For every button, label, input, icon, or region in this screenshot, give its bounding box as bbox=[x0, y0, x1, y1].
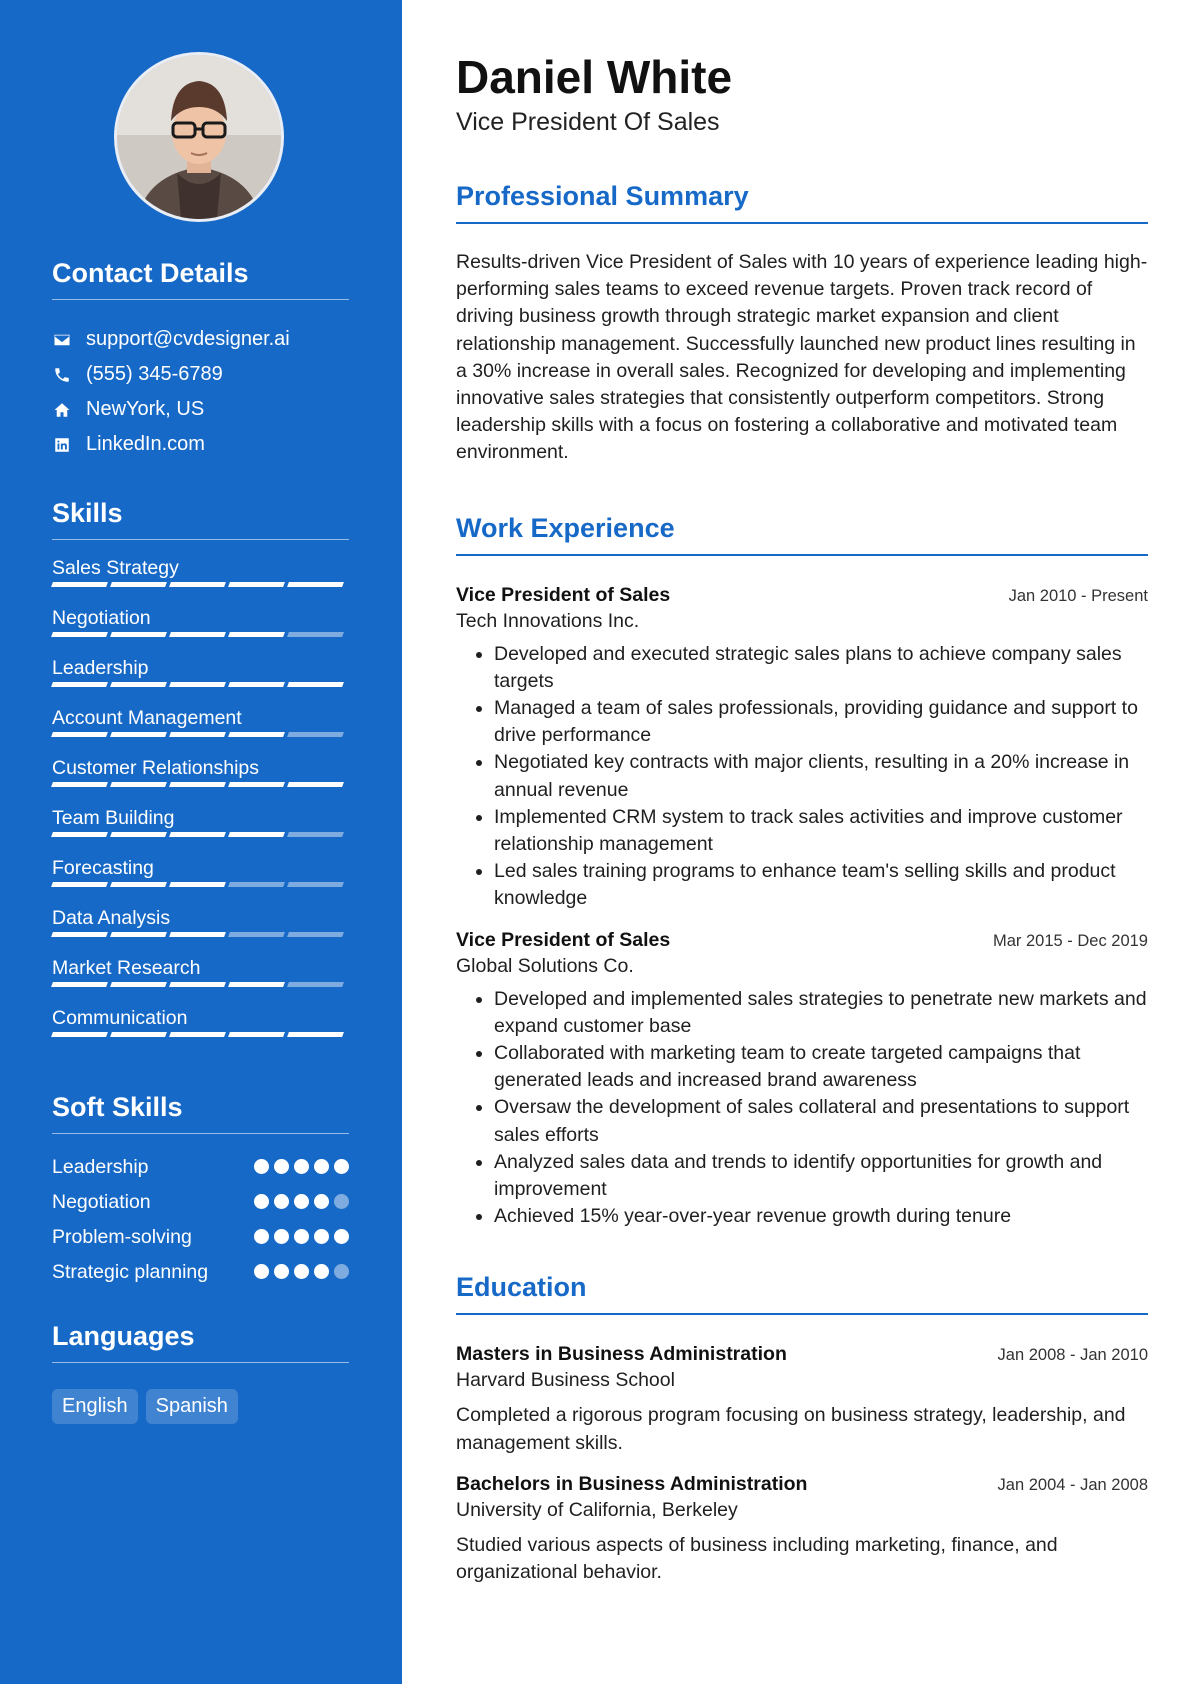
work-experience-section bbox=[456, 513, 1148, 1231]
job-entry bbox=[456, 929, 1148, 1231]
skill-item bbox=[52, 756, 350, 806]
education-heading: Education bbox=[456, 1272, 1148, 1315]
skill-level-segment-filled bbox=[228, 582, 285, 587]
skill-name: Team Building bbox=[52, 807, 175, 829]
skill-name: Forecasting bbox=[52, 857, 154, 879]
education-dates: Jan 2004 - Jan 2008 bbox=[997, 1475, 1148, 1494]
skill-level-segment-filled bbox=[110, 932, 167, 937]
contact-email[interactable] bbox=[52, 322, 350, 357]
phone-icon bbox=[52, 365, 72, 385]
soft-skill-name: Strategic planning bbox=[52, 1261, 209, 1283]
skill-item bbox=[52, 606, 350, 656]
skill-level-segment-empty bbox=[287, 982, 344, 987]
rating-dot-filled bbox=[294, 1194, 309, 1209]
rating-dot-filled bbox=[314, 1159, 329, 1174]
education-header bbox=[456, 1473, 1148, 1496]
soft-skill-item bbox=[52, 1189, 349, 1215]
rating-dot-filled bbox=[274, 1229, 289, 1244]
education-entry bbox=[456, 1473, 1148, 1586]
skill-level-segment-filled bbox=[228, 982, 285, 987]
job-bullet: • Achieved 15% year-over-year revenue growth during tenure bbox=[494, 1203, 1148, 1230]
education-entry bbox=[456, 1343, 1148, 1456]
soft-skill-name: Negotiation bbox=[52, 1191, 151, 1213]
skill-level-bar bbox=[52, 882, 350, 887]
soft-skill-rating bbox=[254, 1189, 349, 1209]
job-bullet: • Implemented CRM system to track sales activities and improve customer relationship management bbox=[494, 804, 1148, 858]
profile-photo bbox=[114, 52, 284, 222]
rating-dot-filled bbox=[254, 1229, 269, 1244]
skill-level-segment-filled bbox=[110, 632, 167, 637]
education-dates: Jan 2008 - Jan 2010 bbox=[997, 1346, 1148, 1365]
skill-level-segment-filled bbox=[51, 782, 108, 787]
skill-level-segment-filled bbox=[51, 1032, 108, 1037]
skill-level-bar bbox=[52, 682, 350, 687]
job-bullet: • Oversaw the development of sales collateral and presentations to support sales efforts bbox=[494, 1094, 1148, 1148]
skill-level-bar bbox=[52, 582, 350, 587]
skill-item bbox=[52, 906, 350, 956]
job-header bbox=[456, 929, 1148, 952]
skill-item bbox=[52, 806, 350, 856]
rating-dot-empty bbox=[334, 1194, 349, 1209]
rating-dot-filled bbox=[254, 1194, 269, 1209]
skill-level-segment-filled bbox=[287, 682, 344, 687]
skill-item bbox=[52, 956, 350, 1006]
skill-level-segment-filled bbox=[169, 782, 226, 787]
soft-skill-name: Problem-solving bbox=[52, 1226, 192, 1248]
soft-skill-name: Leadership bbox=[52, 1156, 149, 1178]
contact-heading: Contact Details bbox=[52, 258, 349, 300]
education-header bbox=[456, 1343, 1148, 1366]
contact-linkedin[interactable] bbox=[52, 427, 350, 462]
job-bullet: • Developed and implemented sales strategies to penetrate new markets and expand customer base bbox=[494, 986, 1148, 1040]
soft-skill-list bbox=[52, 1134, 350, 1285]
contact-location bbox=[52, 392, 350, 427]
home-icon bbox=[52, 400, 72, 420]
skill-level-segment-filled bbox=[169, 582, 226, 587]
contact-section bbox=[52, 258, 350, 462]
job-company: Tech Innovations Inc. bbox=[456, 609, 640, 632]
skill-item bbox=[52, 856, 350, 906]
skill-level-segment-filled bbox=[169, 732, 226, 737]
soft-skills-section bbox=[52, 1092, 350, 1285]
skill-name: Data Analysis bbox=[52, 907, 171, 929]
skill-level-segment-filled bbox=[51, 882, 108, 887]
main-content bbox=[402, 0, 1200, 1684]
profile-photo-wrapper bbox=[48, 52, 350, 222]
skill-level-segment-filled bbox=[110, 582, 167, 587]
skill-level-segment-filled bbox=[169, 832, 226, 837]
rating-dot-empty bbox=[334, 1264, 349, 1279]
skill-level-segment-filled bbox=[51, 982, 108, 987]
education-school: University of California, Berkeley bbox=[456, 1498, 738, 1521]
job-bullet: • Developed and executed strategic sales plans to achieve company sales targets bbox=[494, 641, 1148, 695]
skill-level-segment-filled bbox=[110, 782, 167, 787]
skill-level-segment-filled bbox=[169, 932, 226, 937]
rating-dot-filled bbox=[274, 1264, 289, 1279]
skill-name: Market Research bbox=[52, 957, 201, 979]
skill-list bbox=[52, 540, 350, 1056]
skill-level-bar bbox=[52, 1032, 350, 1037]
summary-section bbox=[456, 181, 1148, 467]
job-bullet: • Negotiated key contracts with major clients, resulting in a 20% increase in annual revenue bbox=[494, 749, 1148, 803]
job-bullet: • Collaborated with marketing team to create targeted campaigns that generated leads and increased brand awareness bbox=[494, 1040, 1148, 1094]
job-dates: Mar 2015 - Dec 2019 bbox=[992, 931, 1148, 950]
rating-dot-filled bbox=[294, 1229, 309, 1244]
skill-level-segment-empty bbox=[287, 932, 344, 937]
skill-level-segment-filled bbox=[110, 982, 167, 987]
skill-level-segment-filled bbox=[51, 932, 108, 937]
skill-level-segment-filled bbox=[287, 1032, 344, 1037]
language-list bbox=[52, 1363, 350, 1424]
skill-level-segment-filled bbox=[228, 632, 285, 637]
rating-dot-filled bbox=[294, 1159, 309, 1174]
languages-heading: Languages bbox=[52, 1321, 349, 1363]
soft-skill-rating bbox=[254, 1154, 349, 1174]
rating-dot-filled bbox=[254, 1264, 269, 1279]
contact-location-text: NewYork, US bbox=[86, 398, 205, 420]
summary-heading: Professional Summary bbox=[456, 181, 1148, 224]
skill-level-segment-filled bbox=[169, 982, 226, 987]
education-description: Completed a rigorous program focusing on business strategy, leadership, and management skills. bbox=[456, 1404, 1126, 1454]
job-bullet: • Analyzed sales data and trends to identify opportunities for growth and improvement bbox=[494, 1149, 1148, 1203]
contact-list bbox=[52, 300, 350, 462]
language-chip: English bbox=[52, 1389, 138, 1424]
profile-photo-image bbox=[117, 55, 281, 219]
skill-level-segment-filled bbox=[169, 882, 226, 887]
job-bullet: • Led sales training programs to enhance team's selling skills and product knowledge bbox=[494, 858, 1148, 912]
rating-dot-filled bbox=[294, 1264, 309, 1279]
skill-level-segment-empty bbox=[287, 882, 344, 887]
soft-skill-item bbox=[52, 1259, 349, 1285]
skill-level-bar bbox=[52, 782, 350, 787]
skill-item bbox=[52, 556, 350, 606]
skill-name: Negotiation bbox=[52, 607, 151, 629]
rating-dot-filled bbox=[254, 1159, 269, 1174]
rating-dot-filled bbox=[314, 1194, 329, 1209]
skills-section bbox=[52, 498, 350, 1056]
skill-level-segment-filled bbox=[228, 782, 285, 787]
skill-level-segment-filled bbox=[287, 782, 344, 787]
skill-level-bar bbox=[52, 632, 350, 637]
skill-level-segment-empty bbox=[228, 882, 285, 887]
language-chip: Spanish bbox=[146, 1389, 238, 1424]
job-entry bbox=[456, 584, 1148, 913]
skill-level-segment-filled bbox=[287, 582, 344, 587]
work-experience-heading: Work Experience bbox=[456, 513, 1148, 556]
skills-heading: Skills bbox=[52, 498, 349, 540]
skill-level-segment-filled bbox=[51, 632, 108, 637]
job-company: Global Solutions Co. bbox=[456, 954, 634, 977]
skill-name: Leadership bbox=[52, 657, 149, 679]
skill-level-segment-filled bbox=[169, 682, 226, 687]
job-title: Vice President of Sales bbox=[456, 928, 671, 951]
education-degree: Masters in Business Administration bbox=[456, 1343, 787, 1366]
skill-level-segment-filled bbox=[110, 832, 167, 837]
skill-level-segment-filled bbox=[228, 1032, 285, 1037]
candidate-title: Vice President Of Sales bbox=[456, 108, 720, 136]
linkedin-icon bbox=[52, 435, 72, 455]
skill-level-segment-empty bbox=[287, 732, 344, 737]
rating-dot-filled bbox=[314, 1264, 329, 1279]
contact-email-text: support@cvdesigner.ai bbox=[86, 328, 290, 350]
skill-name: Account Management bbox=[52, 707, 242, 729]
skill-level-segment-empty bbox=[287, 832, 344, 837]
job-title: Vice President of Sales bbox=[456, 583, 671, 606]
skill-level-bar bbox=[52, 832, 350, 837]
education-degree: Bachelors in Business Administration bbox=[456, 1472, 808, 1495]
sidebar bbox=[0, 0, 402, 1684]
rating-dot-filled bbox=[274, 1194, 289, 1209]
skill-item bbox=[52, 706, 350, 756]
skill-item bbox=[52, 1006, 350, 1056]
soft-skill-rating bbox=[254, 1224, 349, 1244]
skill-level-segment-filled bbox=[51, 732, 108, 737]
skill-level-segment-filled bbox=[51, 582, 108, 587]
job-bullet: • Managed a team of sales professionals, providing guidance and support to drive performance bbox=[494, 695, 1148, 749]
skill-name: Customer Relationships bbox=[52, 757, 260, 779]
skill-level-segment-filled bbox=[110, 1032, 167, 1037]
skill-level-bar bbox=[52, 932, 350, 937]
skill-level-segment-filled bbox=[169, 632, 226, 637]
skill-level-segment-filled bbox=[51, 682, 108, 687]
skill-level-segment-empty bbox=[228, 932, 285, 937]
candidate-name: Daniel White bbox=[456, 51, 733, 103]
skill-level-segment-filled bbox=[51, 832, 108, 837]
envelope-icon bbox=[52, 330, 72, 350]
languages-section bbox=[52, 1321, 350, 1424]
skill-item bbox=[52, 656, 350, 706]
education-description: Studied various aspects of business including marketing, finance, and organizational behavior. bbox=[456, 1533, 1058, 1584]
rating-dot-filled bbox=[274, 1159, 289, 1174]
education-section bbox=[456, 1272, 1148, 1586]
rating-dot-filled bbox=[314, 1229, 329, 1244]
contact-phone-text: (555) 345-6789 bbox=[86, 363, 223, 385]
job-bullets bbox=[456, 641, 1148, 913]
rating-dot-filled bbox=[334, 1159, 349, 1174]
contact-phone[interactable] bbox=[52, 357, 350, 392]
rating-dot-filled bbox=[334, 1229, 349, 1244]
contact-linkedin-text: LinkedIn.com bbox=[86, 433, 205, 455]
job-bullets bbox=[456, 986, 1148, 1231]
skill-level-bar bbox=[52, 982, 350, 987]
summary-text: Results-driven Vice President of Sales with 10 years of experience leading high-performing sales teams to exceed revenue targets. Proven track record of driving business growth through strategic market expansion and client relationship management. Successfully launched new product lines resulting in a 30% increase in overall sales. Recognized for developing and implementing innovative sales strategies that consistently outperform competitors. Strong leadership skills with a focus on fostering a collaborative and motivated team environment. bbox=[456, 251, 1148, 464]
skill-level-segment-filled bbox=[110, 732, 167, 737]
skill-name: Communication bbox=[52, 1007, 188, 1029]
skill-level-segment-empty bbox=[287, 632, 344, 637]
skill-level-segment-filled bbox=[228, 682, 285, 687]
job-dates: Jan 2010 - Present bbox=[1008, 586, 1148, 605]
skill-level-bar bbox=[52, 732, 350, 737]
skill-level-segment-filled bbox=[228, 732, 285, 737]
skill-level-segment-filled bbox=[228, 832, 285, 837]
soft-skill-item bbox=[52, 1154, 349, 1180]
skill-level-segment-filled bbox=[110, 882, 167, 887]
skill-level-segment-filled bbox=[110, 682, 167, 687]
education-school: Harvard Business School bbox=[456, 1369, 675, 1392]
soft-skills-heading: Soft Skills bbox=[52, 1092, 349, 1134]
soft-skill-rating bbox=[254, 1259, 349, 1279]
skill-name: Sales Strategy bbox=[52, 557, 179, 579]
soft-skill-item bbox=[52, 1224, 349, 1250]
skill-level-segment-filled bbox=[169, 1032, 226, 1037]
job-header bbox=[456, 584, 1148, 607]
